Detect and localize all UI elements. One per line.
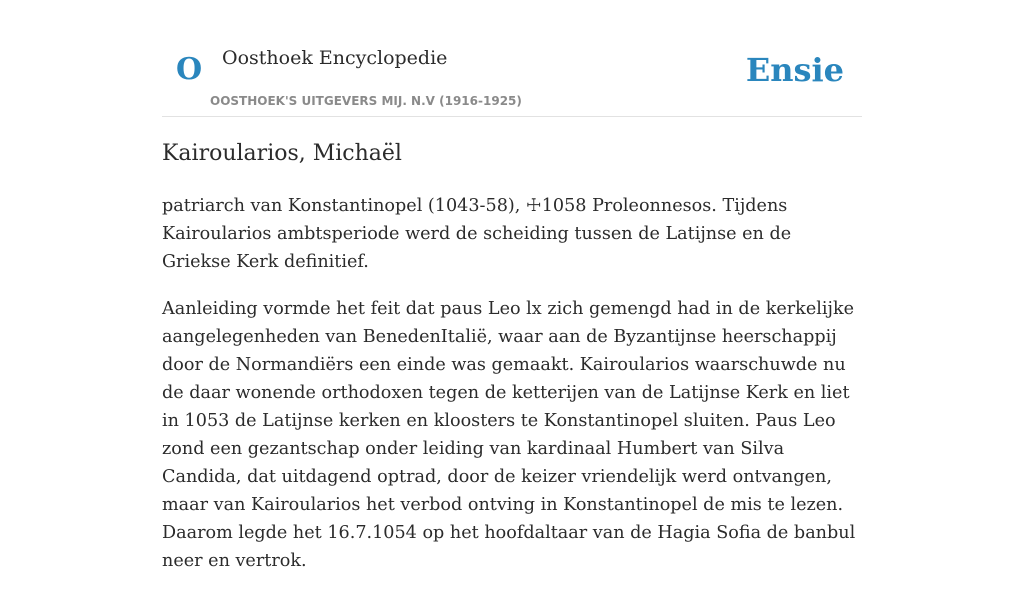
ensie-logo-link[interactable]: Ensie — [745, 51, 844, 89]
publisher-label: OOSTHOEK'S UITGEVERS MIJ. N.V (1916-1925) — [210, 94, 522, 108]
article-body — [162, 192, 862, 594]
article-title: Kairoularios, Michaël — [162, 141, 402, 166]
book-title-link[interactable]: Oosthoek Encyclopedie — [222, 47, 448, 69]
article-paragraph: patriarch van Konstantinopel (1043-58), ☩1058 Proleonnesos. Tijdens Kairoularios ambtsperiode werd de scheiding tussen de Latijnse en de Griekse Kerk definitief. — [162, 196, 792, 272]
site-header — [162, 0, 862, 117]
article-paragraph: Aanleiding vormde het feit dat paus Leo lx zich gemengd had in de kerkelijke aangelegenheden van BenedenItalië, waar aan de Byzantijnse heerschappij door de Normandiërs een einde was gemaakt. Kairoularios waarschuwde nu de daar wonende orthodoxen tegen de ketterijen van de Latijnse Kerk en liet in 1053 de Latijnse kerken en kloosters te Konstantinopel sluiten. Paus Leo zond een gezantschap onder leiding van kardinaal Humbert van Silva Candida, dat uitdagend optrad, door de keizer vriendelijk werd ontvangen, maar van Kairoularios het verbod ontving in Konstantinopel de mis te lezen. Daarom legde het 16.7.1054 op het hoofdaltaar van de Hagia Sofia de banbul neer en vertrok. — [162, 299, 856, 571]
book-logo[interactable]: O — [176, 52, 203, 87]
